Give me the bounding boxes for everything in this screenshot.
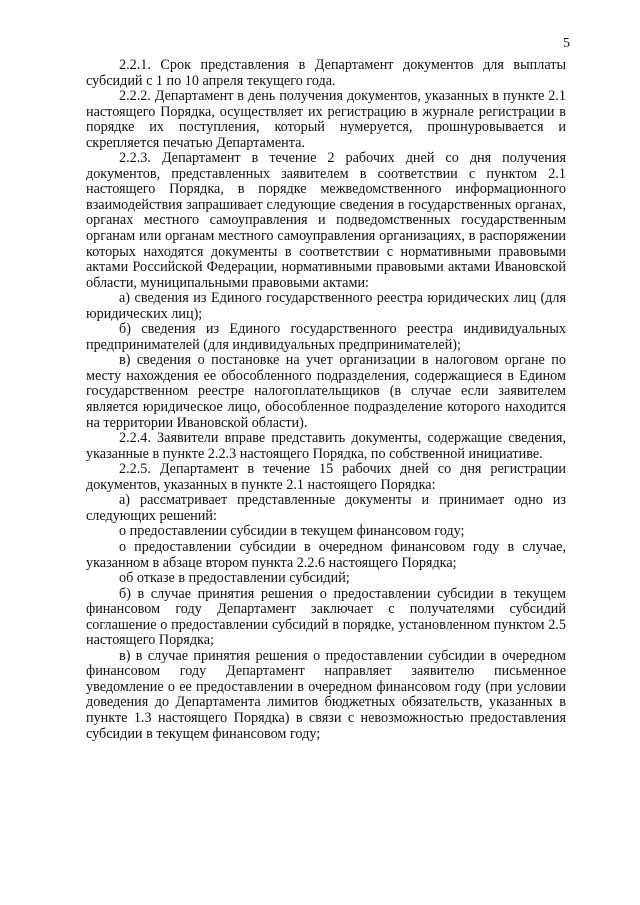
document-body bbox=[86, 58, 566, 742]
paragraph-2-2-5-v: в) в случае принятия решения о предоставлении субсидии в очередном финансовом году Департамент направляет заявителю письменное уведомление о ее предоставлении в очередном финансовом году (при условии доведения до Департамента лимитов бюджетных обязательств, указанных в пункте 1.3 настоящего Порядка) в связи с невозможностью предоставления субсидии в текущем финансовом году; bbox=[86, 647, 566, 742]
paragraph-2-2-5: 2.2.5. Департамент в течение 15 рабочих дней со дня регистрации документов, указанных в пункте 2.1 настоящего Порядка: bbox=[86, 461, 566, 493]
paragraph-2-2-5-b: б) в случае принятия решения о предоставлении субсидии в текущем финансовом году Департамент заключает с получателями субсидий соглашение о предоставлении субсидий в порядке, установленном пунктом 2.5 настоящего Порядка; bbox=[86, 585, 566, 649]
page-number: 5 bbox=[563, 36, 570, 51]
paragraph-2-2-2: 2.2.2. Департамент в день получения документов, указанных в пункте 2.1 настоящего Порядка, осуществляет их регистрацию в журнале регистрации в порядке их поступления, который нумеруется, прошнуровывается и скрепляется печатью Департамента. bbox=[86, 88, 566, 151]
paragraph-2-2-3-a: а) сведения из Единого государственного реестра юридических лиц (для юридических лиц); bbox=[86, 290, 566, 322]
decision-option-refusal: об отказе в предоставлении субсидий; bbox=[119, 570, 350, 587]
paragraph-2-2-3-v: в) сведения о постановке на учет организации в налоговом органе по месту нахождения ее обособленного подразделения, содержащиеся в Едином государственном реестре налогоплательщиков (в случае если заявителем является юридическое лицо, обособленное подразделение которого находится на территории Ивановской области). bbox=[86, 352, 566, 431]
paragraph-2-2-3: 2.2.3. Департамент в течение 2 рабочих дней со дня получения документов, представленных заявителем в соответствии с пунктом 2.1 настоящего Порядка, в порядке межведомственного информационного взаимодействия запрашивает следующие сведения в государственных органах, органах местного самоуправления и подведомственных государственным органам или органам местного самоуправления организациях, в распоряжении которых находятся документы в соответствии с нормативными правовыми актами Российской Федерации, нормативными правовыми актами Ивановской области, муниципальными правовыми актами: bbox=[86, 150, 566, 291]
paragraph-2-2-5-a: а) рассматривает представленные документы и принимает одно из следующих решений: bbox=[86, 492, 566, 524]
decision-option-next-year: о предоставлении субсидии в очередном финансовом году в случае, указанном в абзаце втором пункта 2.2.6 настоящего Порядка; bbox=[86, 538, 566, 571]
paragraph-2-2-3-b: б) сведения из Единого государственного реестра индивидуальных предпринимателей (для индивидуальных предпринимателей); bbox=[86, 321, 566, 353]
paragraph-2-2-4: 2.2.4. Заявители вправе представить документы, содержащие сведения, указанные в пункте 2.2.3 настоящего Порядка, по собственной инициативе. bbox=[86, 430, 566, 462]
decision-option-current-year: о предоставлении субсидии в текущем финансовом году; bbox=[119, 523, 465, 540]
paragraph-2-2-1: 2.2.1. Срок представления в Департамент документов для выплаты субсидий с 1 по 10 апреля текущего года. bbox=[86, 57, 566, 89]
